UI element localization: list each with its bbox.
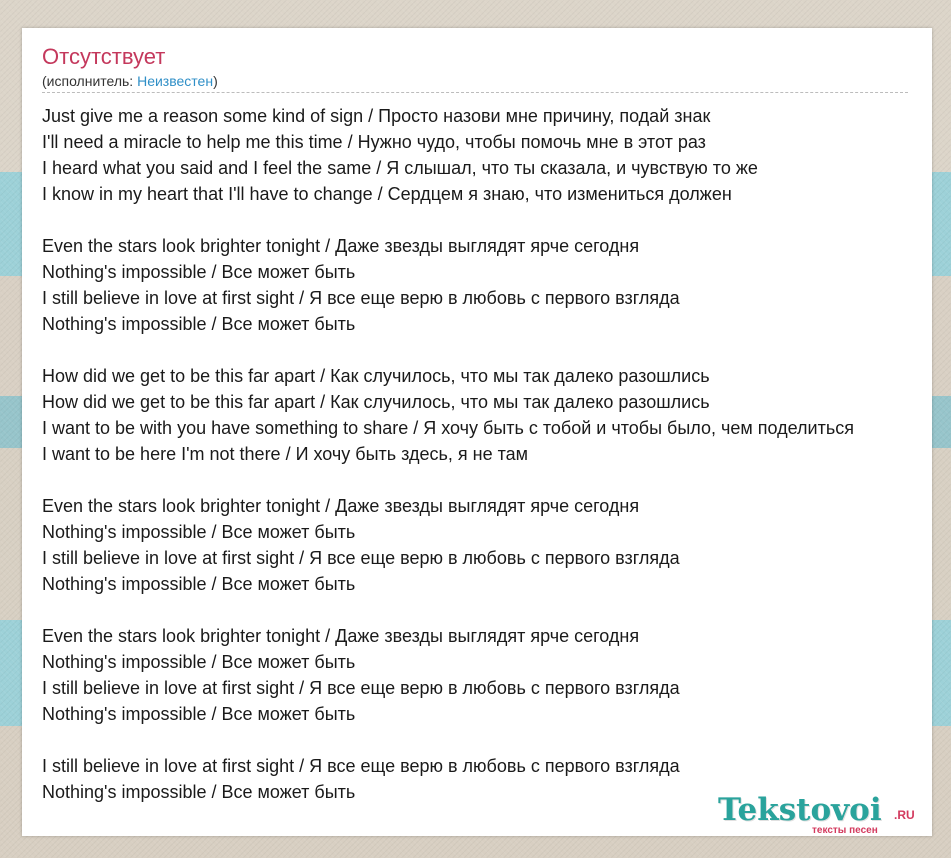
song-title: Отсутствует xyxy=(42,44,166,69)
logo-tagline: тексты песен xyxy=(812,825,878,836)
lyrics-card xyxy=(22,28,932,836)
lyric-line: I still believe in love at first sight / Я все еще верю в любовь с первого взгляда xyxy=(42,678,680,698)
site-logo[interactable] xyxy=(718,792,928,842)
lyric-line: Nothing's impossible / Все может быть xyxy=(42,652,356,672)
stanza-gap xyxy=(42,337,951,363)
lyric-line: Just give me a reason some kind of sign / Просто назови мне причину, подай знак xyxy=(42,106,711,126)
lyric-line: Nothing's impossible / Все может быть xyxy=(42,314,356,334)
artist-prefix: (исполнитель: xyxy=(42,73,138,89)
lyric-line: I want to be here I'm not there / И хочу быть здесь, я не там xyxy=(42,444,529,464)
lyric-line: Nothing's impossible / Все может быть xyxy=(42,704,356,724)
lyric-line: Even the stars look brighter tonight / Даже звезды выглядят ярче сегодня xyxy=(42,496,640,516)
lyric-line: I'll need a miracle to help me this time / Нужно чудо, чтобы помочь мне в этот раз xyxy=(42,132,706,152)
lyrics-text xyxy=(42,103,951,805)
lyric-line: I heard what you said and I feel the same / Я слышал, что ты сказала, и чувствую то же xyxy=(42,158,758,178)
lyric-line: How did we get to be this far apart / Как случилось, что мы так далеко разошлись xyxy=(42,366,710,386)
lyric-line: I still believe in love at first sight / Я все еще верю в любовь с первого взгляда xyxy=(42,288,680,308)
stanza-gap xyxy=(42,597,951,623)
lyric-line: I know in my heart that I'll have to change / Сердцем я знаю, что измениться должен xyxy=(42,184,732,204)
lyric-line: Even the stars look brighter tonight / Даже звезды выглядят ярче сегодня xyxy=(42,236,640,256)
logo-wordmark: Tekstovoi xyxy=(718,792,882,828)
lyric-line: Even the stars look brighter tonight / Даже звезды выглядят ярче сегодня xyxy=(42,626,640,646)
artist-suffix: ) xyxy=(213,73,218,89)
lyric-line: I still believe in love at first sight / Я все еще верю в любовь с первого взгляда xyxy=(42,756,680,776)
lyric-line: I want to be with you have something to share / Я хочу быть с тобой и чтобы было, чем поделиться xyxy=(42,418,854,438)
artist-link[interactable]: Неизвестен xyxy=(137,73,214,89)
lyric-line: How did we get to be this far apart / Как случилось, что мы так далеко разошлись xyxy=(42,392,710,412)
lyric-line: Nothing's impossible / Все может быть xyxy=(42,262,356,282)
dashed-divider xyxy=(42,92,908,93)
logo-tld: .RU xyxy=(894,808,915,822)
lyric-line: I still believe in love at first sight / Я все еще верю в любовь с первого взгляда xyxy=(42,548,680,568)
stanza-gap xyxy=(42,727,951,753)
stanza-gap xyxy=(42,467,951,493)
stanza-gap xyxy=(42,207,951,233)
artist-line xyxy=(42,73,218,89)
lyric-line: Nothing's impossible / Все может быть xyxy=(42,782,356,802)
lyric-line: Nothing's impossible / Все может быть xyxy=(42,574,356,594)
lyric-line: Nothing's impossible / Все может быть xyxy=(42,522,356,542)
